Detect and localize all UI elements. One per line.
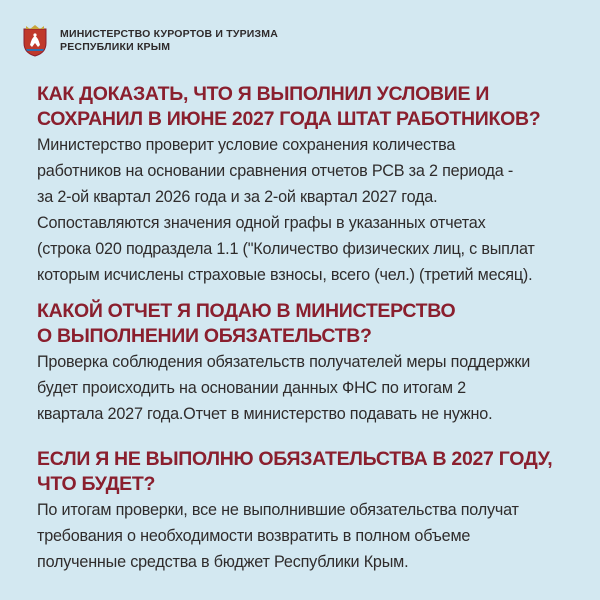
answer-text bbox=[37, 132, 597, 288]
coat-of-arms-icon bbox=[22, 25, 48, 57]
answer-line: По итогам проверки, все не выполнившие обязательства получат bbox=[37, 501, 519, 519]
ministry-name bbox=[60, 28, 278, 54]
question-heading bbox=[37, 447, 597, 497]
faq-section-2 bbox=[37, 299, 597, 427]
question-line: ЕСЛИ Я НЕ ВЫПОЛНЮ ОБЯЗАТЕЛЬСТВА В 2027 ГОДУ, bbox=[37, 448, 553, 470]
answer-line: требования о необходимости возвратить в полном объеме bbox=[37, 527, 471, 545]
question-line: О ВЫПОЛНЕНИИ ОБЯЗАТЕЛЬСТВ? bbox=[37, 325, 372, 347]
ministry-name-line1: МИНИСТЕРСТВО КУРОРТОВ И ТУРИЗМА bbox=[60, 28, 279, 40]
answer-line: полученные средства в бюджет Республики Крым. bbox=[37, 553, 409, 571]
answer-line: (строка 020 подраздела 1.1 ("Количество физических лиц, с выплат bbox=[37, 240, 535, 258]
answer-line: работников на основании сравнения отчетов РСВ за 2 периода - bbox=[37, 162, 514, 180]
answer-line: будет происходить на основании данных ФНС по итогам 2 bbox=[37, 379, 466, 397]
answer-text bbox=[37, 497, 597, 575]
answer-line: за 2-ой квартал 2026 года и за 2-ой квартал 2027 года. bbox=[37, 188, 438, 206]
answer-text bbox=[37, 349, 597, 427]
question-heading bbox=[37, 299, 597, 349]
ministry-header bbox=[22, 25, 278, 57]
ministry-name-line2: РЕСПУБЛИКИ КРЫМ bbox=[60, 41, 171, 53]
answer-line: Проверка соблюдения обязательств получателей меры поддержки bbox=[37, 353, 531, 371]
answer-line: квартала 2027 года.Отчет в министерство подавать не нужно. bbox=[37, 405, 493, 423]
answer-line: Министерство проверит условие сохранения количества bbox=[37, 136, 456, 154]
question-line: КАКОЙ ОТЧЕТ Я ПОДАЮ В МИНИСТЕРСТВО bbox=[37, 300, 456, 322]
faq-section-3 bbox=[37, 447, 597, 575]
answer-line: Сопоставляются значения одной графы в указанных отчетах bbox=[37, 214, 486, 232]
answer-line: которым исчислены страховые взносы, всего (чел.) (третий месяц). bbox=[37, 266, 533, 284]
question-line: СОХРАНИЛ В ИЮНЕ 2027 ГОДА ШТАТ РАБОТНИКОВ? bbox=[37, 108, 541, 130]
question-line: КАК ДОКАЗАТЬ, ЧТО Я ВЫПОЛНИЛ УСЛОВИЕ И bbox=[37, 83, 490, 105]
question-heading bbox=[37, 82, 597, 132]
faq-section-1 bbox=[37, 82, 597, 288]
faq-content bbox=[37, 82, 597, 575]
question-line: ЧТО БУДЕТ? bbox=[37, 473, 156, 495]
